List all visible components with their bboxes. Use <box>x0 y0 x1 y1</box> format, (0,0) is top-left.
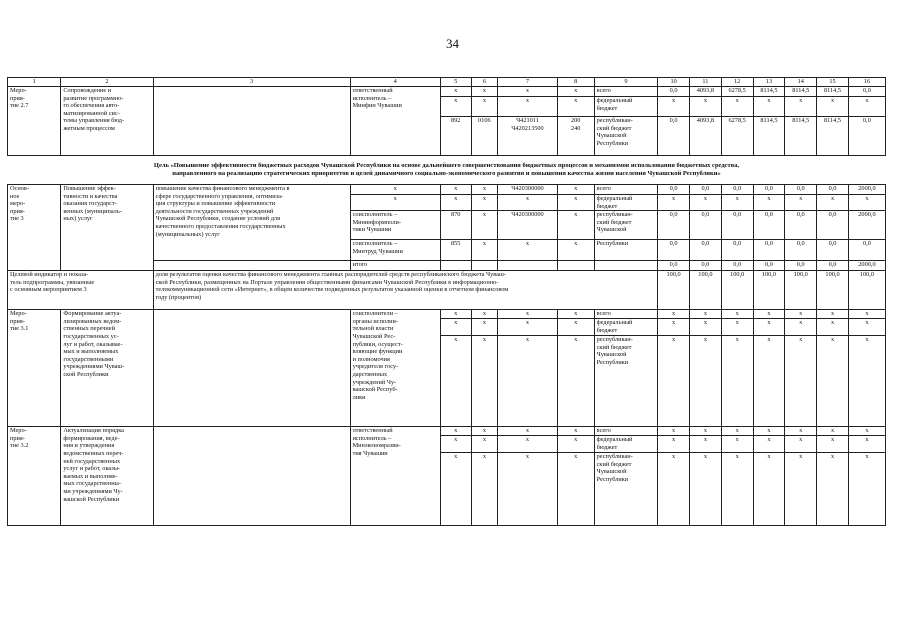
amount: x <box>721 436 753 453</box>
amount: x <box>658 310 690 319</box>
amount: x <box>753 195 785 211</box>
amount: x <box>817 97 849 117</box>
table-row <box>8 427 886 436</box>
amount: x <box>690 427 722 436</box>
amount: x <box>658 336 690 427</box>
amount: 0,0 <box>721 185 753 195</box>
amount: 0,0 <box>753 240 785 261</box>
amount: x <box>817 195 849 211</box>
amount: x <box>690 336 722 427</box>
table-cell: 870 <box>440 211 471 240</box>
table-cell: x <box>557 436 594 453</box>
amount: 8114,5 <box>753 87 785 97</box>
executor: x <box>350 185 440 195</box>
funding-source: федеральный бюджет <box>594 195 658 211</box>
amount: x <box>753 97 785 117</box>
amount: x <box>721 336 753 427</box>
table-cell: x <box>557 185 594 195</box>
table-cell: Ч420300000 <box>498 211 557 240</box>
table-cell: x <box>498 436 557 453</box>
column-number: 15 <box>817 78 849 87</box>
table-cell: x <box>440 453 471 526</box>
amount: x <box>753 427 785 436</box>
event-name: Повышение эффек- тивности и качества оказания государст- венных (муниципаль- ных) услуг <box>61 185 153 271</box>
column-number: 16 <box>848 78 885 87</box>
amount: x <box>817 436 849 453</box>
amount: x <box>658 436 690 453</box>
table-row <box>8 87 886 97</box>
table-cell: x <box>498 87 557 97</box>
amount: 8114,5 <box>817 87 849 97</box>
indicator-text: доля результатов оценки качества финансового менеджмента главных распорядителей средств республиканского бюджета Чуваш- ской Республики, размещенных на Портале управления общественными финансами Чувашской Республики в информационно- телекоммуникационной сети «Интернет», в общем количестве подведенных результатов указанной оценки в отчетном финансовом году (процентов) <box>153 271 658 310</box>
table-cell <box>498 261 557 271</box>
amount: 0,0 <box>848 87 885 97</box>
amount: x <box>817 310 849 319</box>
amount: x <box>817 319 849 336</box>
event-code: Основ- ное меро- прия- тие 3 <box>8 185 61 271</box>
column-number: 10 <box>658 78 690 87</box>
amount: x <box>721 97 753 117</box>
table-cell: x <box>471 240 498 261</box>
amount: x <box>817 427 849 436</box>
table-cell: x <box>440 195 471 211</box>
table-cell: x <box>498 336 557 427</box>
amount: 8114,5 <box>753 117 785 156</box>
funding-source: всего <box>594 310 658 319</box>
table-cell: x <box>471 436 498 453</box>
amount: x <box>785 319 817 336</box>
amount: x <box>721 319 753 336</box>
indicator-value: 100,0 <box>753 271 785 310</box>
indicator-value: 100,0 <box>690 271 722 310</box>
event-code: Меро- прия- тие 3.1 <box>8 310 61 427</box>
amount: x <box>785 427 817 436</box>
amount: x <box>848 336 885 427</box>
table-cell: x <box>557 453 594 526</box>
amount: x <box>753 319 785 336</box>
funding-source: республикан- ский бюджет Чувашской <box>594 211 658 240</box>
funding-source: республикан- ский бюджет Чувашской Республики <box>594 336 658 427</box>
funding-source: Республики <box>594 240 658 261</box>
executor: ответственный исполнитель – Минфин Чувашии <box>350 87 440 156</box>
goal-row <box>8 156 886 185</box>
amount: 8114,5 <box>785 117 817 156</box>
indicator-value: 100,0 <box>848 271 885 310</box>
amount: 0,0 <box>785 261 817 271</box>
amount: x <box>753 453 785 526</box>
amount: x <box>658 427 690 436</box>
amount: 0,0 <box>690 185 722 195</box>
table-cell: x <box>557 310 594 319</box>
table-cell: x <box>557 211 594 240</box>
amount: 4093,8 <box>690 117 722 156</box>
amount: 2000,0 <box>848 185 885 195</box>
table-cell: x <box>498 427 557 436</box>
goal-title: Цель «Повышение эффективности бюджетных расходов Чувашской Республики на основе дальнейшего совершенствования бюджетных процессов и механизмов использования бюджетных средства, направленного на реализацию стратегических приоритетов и целей динамичного социально-экономического развития и повышения качества жизни населения Чувашской Республики» <box>8 156 886 185</box>
amount: x <box>721 310 753 319</box>
result-cell <box>153 310 350 427</box>
table-cell: x <box>440 336 471 427</box>
amount: 0,0 <box>817 185 849 195</box>
event-name: Формирование актуа- лизированных ведом- ственных перечней государственных ус- луг и работ, оказывае- мых и выполняемых государственными учреждениями Чуваш- ской Республики <box>61 310 153 427</box>
header-row <box>8 78 886 87</box>
amount: x <box>753 336 785 427</box>
amount: x <box>785 195 817 211</box>
table-cell: x <box>557 427 594 436</box>
amount: 0,0 <box>721 240 753 261</box>
amount: 0,0 <box>721 211 753 240</box>
amount: 0,0 <box>753 261 785 271</box>
amount: x <box>690 436 722 453</box>
funding-source: всего <box>594 87 658 97</box>
funding-source: федеральный бюджет <box>594 436 658 453</box>
table-cell: x <box>471 185 498 195</box>
column-number: 13 <box>753 78 785 87</box>
amount: x <box>721 453 753 526</box>
amount: 6278,5 <box>721 87 753 97</box>
column-number: 9 <box>594 78 658 87</box>
amount: x <box>848 310 885 319</box>
amount: x <box>658 453 690 526</box>
funding-source <box>594 261 658 271</box>
table-cell: x <box>440 87 471 97</box>
amount: x <box>848 453 885 526</box>
table-cell <box>471 261 498 271</box>
amount: 0,0 <box>658 117 690 156</box>
amount: 0,0 <box>658 87 690 97</box>
table-cell: x <box>471 195 498 211</box>
table-cell <box>557 261 594 271</box>
column-number: 1 <box>8 78 61 87</box>
amount: 0,0 <box>848 117 885 156</box>
column-number: 11 <box>690 78 722 87</box>
event-name: Сопровождение и развитие программно- го обеспечения авто- матизированной сис- темы управления бюд- жетным процессом <box>61 87 153 156</box>
table-cell: 892 <box>440 117 471 156</box>
funding-source: всего <box>594 185 658 195</box>
amount: x <box>785 310 817 319</box>
result-cell <box>153 261 350 271</box>
table-cell: x <box>498 319 557 336</box>
executor: итого <box>350 261 440 271</box>
table-cell: x <box>471 453 498 526</box>
amount: 4093,8 <box>690 87 722 97</box>
event-name: Актуализация порядка формирования, веде- ния и утверждения ведомственных переч- ней государственных услуг и работ, оказы- ваемых и выполняе- мых государственны- ми учреждениями Чу- вашской Республики <box>61 427 153 526</box>
amount: x <box>721 427 753 436</box>
column-number: 6 <box>471 78 498 87</box>
table-cell: x <box>557 97 594 117</box>
column-number: 8 <box>557 78 594 87</box>
funding-source: федеральный бюджет <box>594 97 658 117</box>
amount: 2000,0 <box>848 261 885 271</box>
amount: x <box>848 195 885 211</box>
table-cell: x <box>471 310 498 319</box>
table-cell <box>440 261 471 271</box>
table-cell: x <box>498 453 557 526</box>
amount: 0,0 <box>848 240 885 261</box>
amount: 0,0 <box>721 261 753 271</box>
table-cell: x <box>557 319 594 336</box>
amount: 8114,5 <box>817 117 849 156</box>
table-cell: x <box>440 310 471 319</box>
executor: соисполнители – органы исполни- тельной власти Чувашской Рес- публики, осущест- вляющие функции и полномочия учредителя госу- дарственных учреждений Чу- вашской Респуб- лики <box>350 310 440 427</box>
amount: 8114,5 <box>785 87 817 97</box>
table-cell: x <box>440 436 471 453</box>
amount: 0,0 <box>753 211 785 240</box>
amount: x <box>785 336 817 427</box>
amount: 2000,0 <box>848 211 885 240</box>
amount: x <box>785 436 817 453</box>
table-cell: Ч421011 Ч420213500 <box>498 117 557 156</box>
amount: x <box>721 195 753 211</box>
amount: 0,0 <box>690 240 722 261</box>
executor: x <box>350 195 440 211</box>
funding-source: федеральный бюджет <box>594 319 658 336</box>
amount: x <box>785 97 817 117</box>
table-cell: x <box>498 195 557 211</box>
indicator-label: Целевой индикатор и показа- тель подпрограммы, увязанные с основным мероприятием 3 <box>8 271 154 310</box>
amount: x <box>690 310 722 319</box>
amount: 0,0 <box>753 185 785 195</box>
amount: x <box>658 319 690 336</box>
table-cell: x <box>471 427 498 436</box>
table-cell: x <box>440 427 471 436</box>
amount: x <box>848 319 885 336</box>
table-cell: 200 240 <box>557 117 594 156</box>
table-row <box>8 185 886 195</box>
result-cell <box>153 87 350 156</box>
amount: 0,0 <box>817 211 849 240</box>
amount: 6278,5 <box>721 117 753 156</box>
table-cell: x <box>498 97 557 117</box>
amount: x <box>817 336 849 427</box>
indicator-value: 100,0 <box>817 271 849 310</box>
column-number: 12 <box>721 78 753 87</box>
amount: 0,0 <box>658 240 690 261</box>
table-cell: x <box>471 336 498 427</box>
column-number: 3 <box>153 78 350 87</box>
amount: 0,0 <box>658 211 690 240</box>
event-code: Меро- прия- тие 3.2 <box>8 427 61 526</box>
indicator-value: 100,0 <box>721 271 753 310</box>
table-cell: 855 <box>440 240 471 261</box>
table-cell: x <box>440 97 471 117</box>
amount: 0,0 <box>785 211 817 240</box>
result-cell <box>153 427 350 526</box>
table-cell: x <box>440 319 471 336</box>
amount: 0,0 <box>690 261 722 271</box>
table-cell: x <box>557 336 594 427</box>
amount: x <box>690 97 722 117</box>
amount: x <box>848 427 885 436</box>
amount: 0,0 <box>658 261 690 271</box>
budget-table <box>7 77 886 526</box>
amount: 0,0 <box>658 185 690 195</box>
page-number: 34 <box>446 36 459 51</box>
table-cell: x <box>557 240 594 261</box>
executor: ответственный исполнитель – Минэкономразви- тия Чувашии <box>350 427 440 526</box>
table-cell: x <box>498 240 557 261</box>
amount: x <box>658 97 690 117</box>
funding-source: республикан- ский бюджет Чувашской Республики <box>594 453 658 526</box>
amount: 0,0 <box>785 240 817 261</box>
amount: x <box>817 453 849 526</box>
table-row <box>8 310 886 319</box>
executor: соисполнитель – Минтруд Чувашии <box>350 240 440 261</box>
amount: x <box>690 453 722 526</box>
executor: соисполнитель – Мининформполи- тики Чувашии <box>350 211 440 240</box>
funding-source: всего <box>594 427 658 436</box>
amount: x <box>690 195 722 211</box>
amount: x <box>753 436 785 453</box>
amount: x <box>848 97 885 117</box>
amount: x <box>753 310 785 319</box>
table-cell: x <box>498 310 557 319</box>
column-number: 4 <box>350 78 440 87</box>
column-number: 14 <box>785 78 817 87</box>
column-number: 7 <box>498 78 557 87</box>
indicator-value: 100,0 <box>658 271 690 310</box>
amount: 0,0 <box>785 185 817 195</box>
amount: x <box>690 319 722 336</box>
table-cell: x <box>557 195 594 211</box>
amount: x <box>658 195 690 211</box>
indicator-value: 100,0 <box>785 271 817 310</box>
column-number: 2 <box>61 78 153 87</box>
funding-source: республикан- ский бюджет Чувашской Республики <box>594 117 658 156</box>
amount: x <box>848 436 885 453</box>
table-cell: x <box>557 87 594 97</box>
column-number: 5 <box>440 78 471 87</box>
table-cell: 0106 <box>471 117 498 156</box>
table-cell: x <box>471 211 498 240</box>
expected-result: повышение качества финансового менеджмента в сфере государственного управления, оптимиза- ция структуры и повышение эффективности деятельности государственных учреждений Чувашской Республики, создание условий для качественного предоставления государственных (муниципальных) услуг <box>153 185 350 261</box>
amount: 0,0 <box>690 211 722 240</box>
table-cell: x <box>471 319 498 336</box>
amount: 0,0 <box>817 240 849 261</box>
amount: x <box>785 453 817 526</box>
amount: 0,0 <box>817 261 849 271</box>
event-code: Меро- прия- тие 2.7 <box>8 87 61 156</box>
table-cell: Ч420300000 <box>498 185 557 195</box>
indicator-row <box>8 271 886 310</box>
table-cell: x <box>471 97 498 117</box>
table-cell: x <box>440 185 471 195</box>
table-cell: x <box>471 87 498 97</box>
